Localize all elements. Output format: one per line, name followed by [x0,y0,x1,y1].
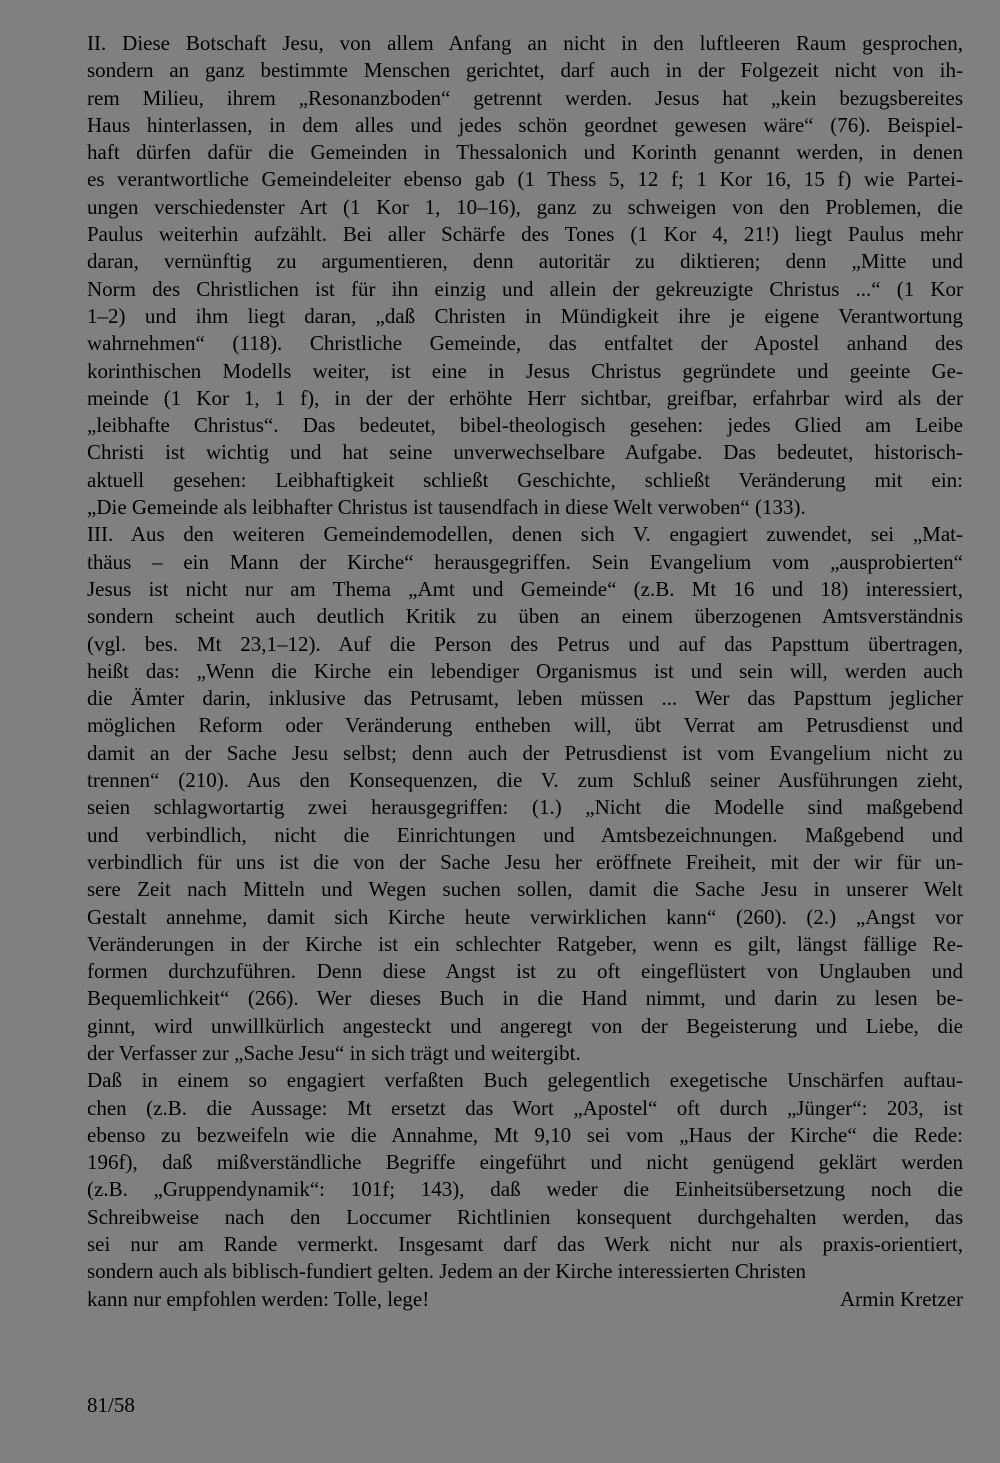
text-line: aktuell gesehen: Leibhaftigkeit schließt Geschichte, schließt Veränderung mit ein: [87,467,963,492]
text-line: thäus – ein Mann der Kirche“ herausgegriffen. Sein Evangelium vom „ausprobierten“ [87,549,963,574]
page-number: 81/58 [87,1393,135,1417]
text-line: Jesus ist nicht nur am Thema „Amt und Gemeinde“ (z.B. Mt 16 und 18) interessiert, [87,576,963,601]
text-line: „Die Gemeinde als leibhafter Christus ist tausendfach in diese Welt verwoben“ (133). [87,495,806,520]
text-line: formen durchzuführen. Denn diese Angst ist zu oft eingeflüstert von Unglauben und [87,959,963,984]
text-line: trennen“ (210). Aus den Konsequenzen, die V. zum Schluß seiner Ausführungen zieht, [87,768,963,793]
text-line: 1–2) und ihm liegt daran, „daß Christen in Mündigkeit ihre je eigene Verantwortung [87,303,963,328]
text-line: Paulus weiterhin aufzählt. Bei aller Schärfe des Tones (1 Kor 4, 21!) liegt Paulus mehr [87,222,963,247]
text-line: Bequemlichkeit“ (266). Wer dieses Buch in die Hand nimmt, und darin zu lesen be- [87,986,963,1011]
text-line: 196f), daß mißverständliche Begriffe eingeführt und nicht genügend geklärt werden [87,1150,963,1175]
text-line: es verantwortliche Gemeindeleiter ebenso gab (1 Thess 5, 12 f; 1 Kor 16, 15 f) wie Partei- [87,167,963,192]
text-line: (vgl. bes. Mt 23,1–12). Auf die Person des Petrus und auf das Papsttum übertragen, [87,631,963,656]
text-line: (z.B. „Gruppendynamik“: 101f; 143), daß weder die Einheitsübersetzung noch die [87,1177,963,1202]
text-line: Veränderungen in der Kirche ist ein schlechter Ratgeber, wenn es gilt, längst fällige Re- [87,931,963,956]
author-signature: Armin Kretzer [839,1286,963,1311]
text-line: sondern an ganz bestimmte Menschen gerichtet, darf auch in der Folgezeit nicht von ih- [87,58,963,83]
text-line: damit an der Sache Jesu selbst; denn auch der Petrusdienst ist vom Evangelium nicht zu [87,740,963,765]
text-line: chen (z.B. die Aussage: Mt ersetzt das Wort „Apostel“ oft durch „Jünger“: 203, ist [87,1095,963,1120]
text-line: sondern auch als biblisch-fundiert gelten. Jedem an der Kirche interessierten Christen [87,1259,807,1284]
text-line: Gestalt annehme, damit sich Kirche heute verwirklichen kann“ (260). (2.) „Angst vor [87,904,963,929]
text-line: sei nur am Rande vermerkt. Insgesamt darf das Werk nicht nur als praxis-orientiert, [87,1232,963,1257]
text-line: seien schlagwortartig zwei herausgegriffen: (1.) „Nicht die Modelle sind maßgebend [87,795,963,820]
text-line: korinthischen Modells weiter, ist eine in Jesus Christus gegründete und geeinte Ge- [87,358,963,383]
text-line: daran, vernünftig zu argumentieren, denn autoritär zu diktieren; denn „Mitte und [87,249,963,274]
text-line: verbindlich für uns ist die von der Sache Jesu her eröffnete Freiheit, mit der wir für un- [87,849,963,874]
text-line: III. Aus den weiteren Gemeindemodellen, denen sich V. engagiert zuwendet, sei „Mat- [87,522,963,547]
section-3-paragraph [87,521,963,1067]
text-line: ungen verschiedenster Art (1 Kor 1, 10–16), ganz zu schweigen von den Problemen, die [87,194,963,219]
text-line: die Ämter darin, inklusive das Petrusamt, leben müssen ... Wer das Papsttum jeglicher [87,686,963,711]
closing-sentence: kann nur empfohlen werden: Tolle, lege! [87,1286,430,1311]
text-line: Daß in einem so engagiert verfaßten Buch gelegentlich exegetische Unschärfen auftau- [87,1068,963,1093]
text-line: Schreibweise nach den Loccumer Richtlinien konsequent durchgehalten werden, das [87,1204,963,1229]
text-line: ginnt, wird unwillkürlich angesteckt und angeregt von der Begeisterung und Liebe, die [87,1013,963,1038]
text-line: rem Milieu, ihrem „Resonanzboden“ getrennt werden. Jesus hat „kein bezugsbereites [87,85,963,110]
text-line: ebenso zu bezweifeln wie die Annahme, Mt 9,10 sei vom „Haus der Kirche“ die Rede: [87,1122,963,1147]
text-line: heißt das: „Wenn die Kirche ein lebendiger Organismus ist und sein will, werden auch [87,658,963,683]
text-line: Norm des Christlichen ist für ihn einzig und allein der gekreuzigte Christus ...“ (1 Kor [87,276,963,301]
text-line: haft dürfen dafür die Gemeinden in Thessalonich und Korinth genannt werden, in denen [87,140,963,165]
review-text [87,30,963,1313]
text-line: der Verfasser zur „Sache Jesu“ in sich trägt und weitergibt. [87,1040,581,1065]
text-line: und verbindlich, nicht die Einrichtungen und Amtsbezeichnungen. Maßgebend und [87,822,963,847]
text-line: Christi ist wichtig und hat seine unverwechselbare Aufgabe. Das bedeutet, historisch- [87,440,963,465]
text-line: wahrnehmen“ (118). Christliche Gemeinde, das entfaltet der Apostel anhand des [87,331,963,356]
text-line: meinde (1 Kor 1, 1 f), in der der erhöhte Herr sichtbar, greifbar, erfahrbar wird als der [87,385,963,410]
text-line: „leibhafte Christus“. Das bedeutet, bibel-theologisch gesehen: jedes Glied am Leibe [87,413,963,438]
text-line: sere Zeit nach Mitteln und Wegen suchen sollen, damit die Sache Jesu in unserer Welt [87,877,963,902]
text-line: II. Diese Botschaft Jesu, von allem Anfang an nicht in den luftleeren Raum gesprochen, [87,31,963,55]
closing-line-row [87,1286,963,1313]
text-line: sondern scheint auch deutlich Kritik zu üben an einem überzogenen Amtsverständnis [87,604,963,629]
text-line: möglichen Reform oder Veränderung entheben will, übt Verrat am Petrusdienst und [87,713,963,738]
section-2-paragraph [87,30,963,521]
section-4-paragraph [87,1067,963,1285]
text-line: Haus hinterlassen, in dem alles und jedes schön geordnet gewesen wäre“ (76). Beispiel- [87,112,963,137]
